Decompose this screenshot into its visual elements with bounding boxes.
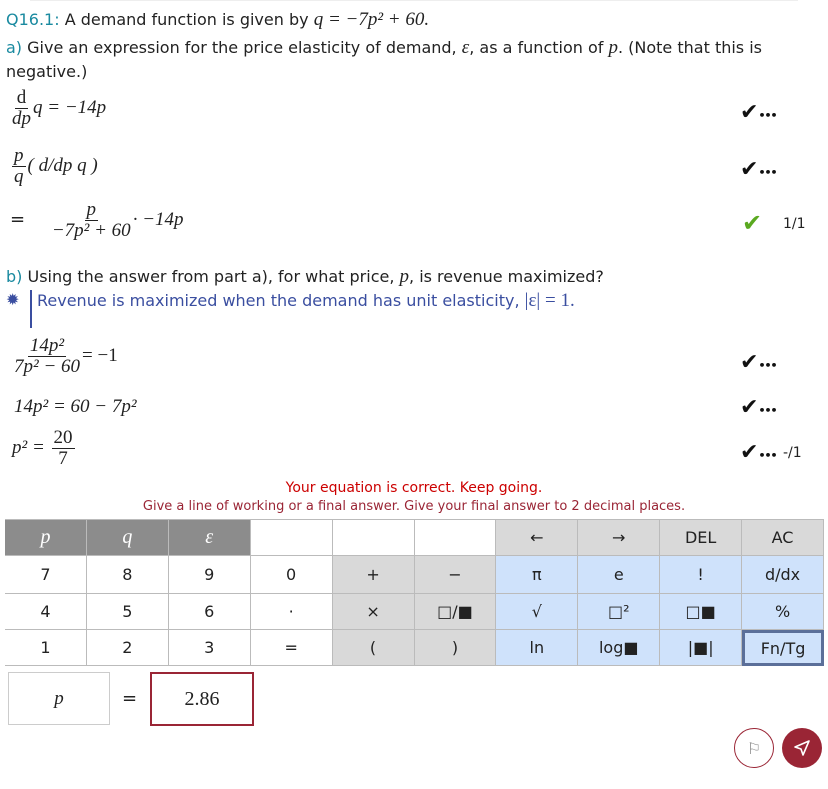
key-0-9[interactable]: d/dx xyxy=(742,556,824,594)
key-empty xyxy=(415,520,497,556)
divider xyxy=(30,0,798,1)
key-0-1[interactable]: 8 xyxy=(87,556,169,594)
key-0[interactable]: p xyxy=(5,520,87,556)
part-a-prompt: a) Give an expression for the price elasticity of demand, ε, as a function of p. (Note that this is negative.) xyxy=(6,37,762,81)
check-more-icon[interactable]: ✔••• xyxy=(740,157,777,182)
key-1-8[interactable]: □■ xyxy=(660,594,742,630)
score: 1/1 xyxy=(783,216,806,232)
key-empty xyxy=(333,520,415,556)
key-6[interactable]: ← xyxy=(496,520,578,556)
key-2-8[interactable]: |■| xyxy=(660,630,742,666)
lightbulb-icon: ✹ xyxy=(6,290,20,309)
key-1-3[interactable]: · xyxy=(251,594,333,630)
key-2-7[interactable]: log■ xyxy=(578,630,660,666)
key-0-4[interactable]: + xyxy=(333,556,415,594)
key-0-2[interactable]: 9 xyxy=(169,556,251,594)
check-more-icon[interactable]: ✔••• xyxy=(740,350,777,375)
check-more-icon[interactable]: ✔••• xyxy=(740,440,777,465)
check-more-icon[interactable]: ✔••• xyxy=(740,100,777,125)
key-2-2[interactable]: 3 xyxy=(169,630,251,666)
flag-button[interactable] xyxy=(734,728,774,768)
feedback-instructions: Give a line of working or a final answer. Give your final answer to 2 decimal places. xyxy=(142,499,686,514)
key-2-1[interactable]: 2 xyxy=(87,630,169,666)
key-2-0[interactable]: 1 xyxy=(5,630,87,666)
check-more-icon[interactable]: ✔••• xyxy=(740,395,777,420)
key-0-0[interactable]: 7 xyxy=(5,556,87,594)
feedback-message: Your equation is correct. Keep going. xyxy=(285,480,543,496)
key-empty xyxy=(251,520,333,556)
key-2[interactable]: ε xyxy=(169,520,251,556)
key-1-9[interactable]: % xyxy=(742,594,824,630)
key-1-2[interactable]: 6 xyxy=(169,594,251,630)
key-0-8[interactable]: ! xyxy=(660,556,742,594)
key-0-6[interactable]: π xyxy=(496,556,578,594)
key-2-5[interactable]: ) xyxy=(415,630,497,666)
variable-field[interactable]: p xyxy=(8,672,110,725)
hint-text: Revenue is maximized when the demand has unit elasticity, |ε| = 1. xyxy=(37,290,575,311)
key-2-6[interactable]: ln xyxy=(496,630,578,666)
working-line-4: $\frac{\text{14p²}}{\text{7p² − 60}}$ = −1 xyxy=(14,335,118,377)
key-2-3[interactable]: = xyxy=(251,630,333,666)
keypad xyxy=(5,519,824,666)
correct-check-icon: ✔ xyxy=(742,209,763,237)
equals-sign: = xyxy=(122,688,138,709)
key-1-7[interactable]: □² xyxy=(578,594,660,630)
question-title: Q16.1: A demand function is given by q = −7p² + 60. xyxy=(6,9,430,30)
key-0-3[interactable]: 0 xyxy=(251,556,333,594)
key-9[interactable]: AC xyxy=(742,520,824,556)
part-b-prompt: b) Using the answer from part a), for what price, p, is revenue maximized? xyxy=(6,266,604,287)
key-0-5[interactable]: − xyxy=(415,556,497,594)
working-line-5: 14p² = 60 − 7p² xyxy=(14,396,137,417)
key-1[interactable]: q xyxy=(87,520,169,556)
key-8[interactable]: DEL xyxy=(660,520,742,556)
key-0-7[interactable]: e xyxy=(578,556,660,594)
answer-input[interactable]: 2.86 xyxy=(150,672,254,726)
flag-icon: ⚐ xyxy=(746,738,762,758)
key-7[interactable]: → xyxy=(578,520,660,556)
key-2-4[interactable]: ( xyxy=(333,630,415,666)
key-1-5[interactable]: □/■ xyxy=(415,594,497,630)
working-line-1: $\frac{d}{dp}$ q = −14p xyxy=(12,87,107,129)
key-1-6[interactable]: √ xyxy=(496,594,578,630)
score: -/1 xyxy=(783,445,802,461)
send-icon xyxy=(793,739,811,757)
key-1-0[interactable]: 4 xyxy=(5,594,87,630)
working-line-2: $\frac{p}{q}$ ( d/dp q ) xyxy=(14,145,98,187)
key-1-1[interactable]: 5 xyxy=(87,594,169,630)
submit-button[interactable] xyxy=(782,728,822,768)
hint-bar xyxy=(30,290,32,328)
key-1-4[interactable]: × xyxy=(333,594,415,630)
working-line-3: = $\frac{p}{\text{−7p² + 60}}$ · −14p xyxy=(10,199,184,241)
working-line-6: p² = $\frac{20}{7}$ xyxy=(12,427,73,469)
key-2-9[interactable]: Fn/Tg xyxy=(742,630,824,666)
